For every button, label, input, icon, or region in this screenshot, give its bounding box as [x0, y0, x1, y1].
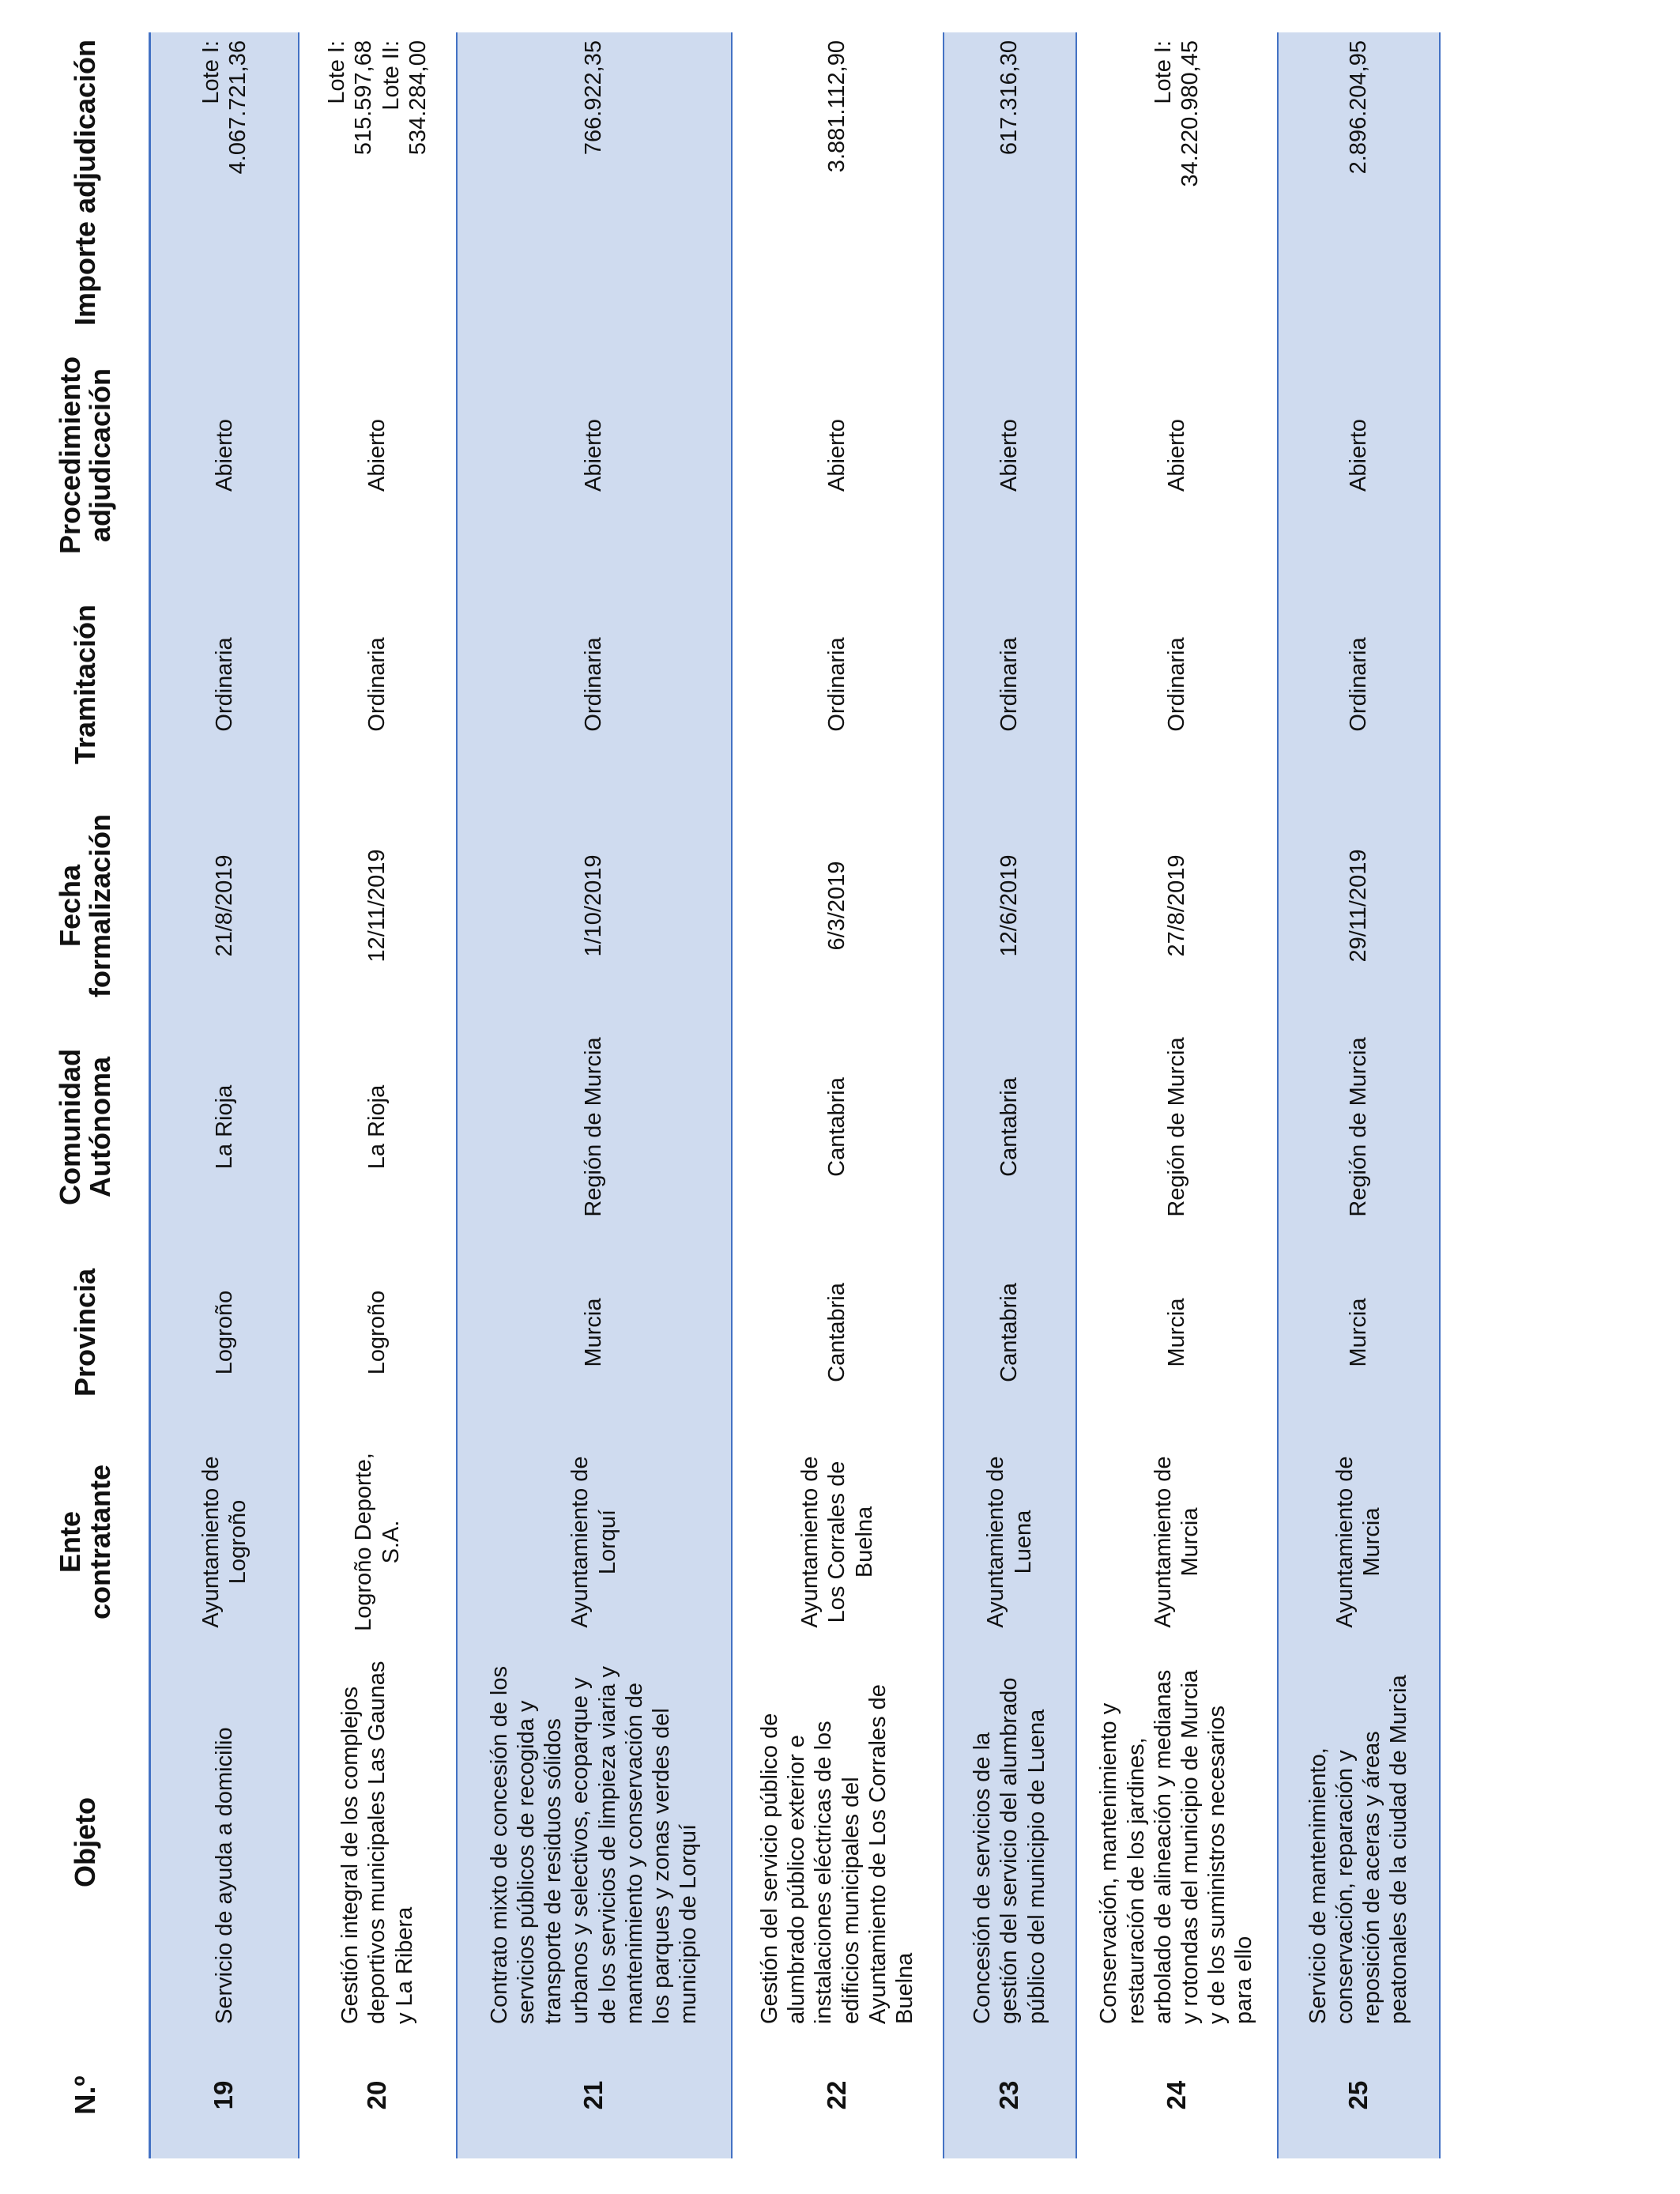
cell-comunidad: La Rioja [150, 1020, 299, 1234]
cell-comunidad: Región de Murcia [457, 1020, 732, 1234]
header-objeto: Objeto [22, 1653, 150, 2032]
cell-ente: Ayuntamiento de Murcia [1278, 1431, 1440, 1653]
cell-importe [150, 32, 299, 333]
importe-line: 4.067.721,36 [224, 40, 250, 175]
cell-ente: Ayuntamiento de Los Corrales de Buelna [732, 1431, 944, 1653]
cell-num: 22 [732, 2032, 944, 2158]
cell-comunidad: Región de Murcia [1278, 1020, 1440, 1234]
table-row [457, 32, 732, 2158]
header-fecha: Fecha formalización [22, 791, 150, 1020]
cell-ente: Ayuntamiento de Murcia [1076, 1431, 1278, 1653]
cell-comunidad: Región de Murcia [1076, 1020, 1278, 1234]
cell-fecha: 27/8/2019 [1076, 791, 1278, 1020]
cell-num: 23 [944, 2032, 1076, 2158]
table-row [944, 32, 1076, 2158]
importe-line: 617.316,30 [996, 40, 1023, 156]
header-importe: Importe adjudicación [22, 32, 150, 333]
cell-importe [457, 32, 732, 333]
importe-line: Lote I: [198, 40, 224, 104]
header-row [22, 32, 150, 2158]
cell-fecha: 12/11/2019 [299, 791, 457, 1020]
importe-line: 515.597,68 [351, 40, 377, 156]
table-row [150, 32, 299, 2158]
cell-fecha: 29/11/2019 [1278, 791, 1440, 1020]
importe-line: 534.284,00 [405, 40, 431, 156]
header-num: N.º [22, 2032, 150, 2158]
cell-ente: Ayuntamiento de Luena [944, 1431, 1076, 1653]
cell-num: 24 [1076, 2032, 1278, 2158]
cell-provincia: Murcia [1076, 1234, 1278, 1431]
table-row [299, 32, 457, 2158]
cell-objeto: Conservación, mantenimiento y restauración de los jardines, arbolado de alineación y medianas y rotondas del municipio de Murcia y de los suministros necesarios para ello [1076, 1653, 1278, 2032]
cell-importe [299, 32, 457, 333]
cell-objeto: Gestión del servicio público de alumbrado público exterior e instalaciones eléctricas de los edificios municipales del Ayuntamiento de Los Corrales de Buelna [732, 1653, 944, 2032]
cell-num: 21 [457, 2032, 732, 2158]
table-body [150, 32, 1440, 2158]
cell-objeto: Gestión integral de los complejos deportivos municipales Las Gaunas y La Ribera [299, 1653, 457, 2032]
cell-ente: Ayuntamiento de Logroño [150, 1431, 299, 1653]
table-row [1076, 32, 1278, 2158]
cell-procedimiento: Abierto [150, 333, 299, 578]
importe-line: 3.881.112,90 [824, 40, 850, 173]
importe-line: Lote II: [378, 40, 404, 111]
cell-tramitacion: Ordinaria [1278, 578, 1440, 791]
cell-comunidad: Cantabria [944, 1020, 1076, 1234]
header-ente: Ente contratante [22, 1431, 150, 1653]
cell-objeto: Servicio de ayuda a domicilio [150, 1653, 299, 2032]
cell-objeto: Contrato mixto de concesión de los servicios públicos de recogida y transporte de residuos sólidos urbanos y selectivos, ecoparque y de los servicios de limpieza viaria y mantenimiento y conservación de los parques y zonas verdes del municipio de Lorquí [457, 1653, 732, 2032]
cell-procedimiento: Abierto [1278, 333, 1440, 578]
cell-procedimiento: Abierto [457, 333, 732, 578]
cell-tramitacion: Ordinaria [457, 578, 732, 791]
header-tramitacion: Tramitación [22, 578, 150, 791]
cell-fecha: 12/6/2019 [944, 791, 1076, 1020]
cell-ente: Logroño Deporte, S.A. [299, 1431, 457, 1653]
importe-line: 34.220.980,45 [1177, 40, 1203, 187]
cell-procedimiento: Abierto [1076, 333, 1278, 578]
cell-num: 20 [299, 2032, 457, 2158]
importe-line: Lote I: [324, 40, 350, 104]
cell-tramitacion: Ordinaria [944, 578, 1076, 791]
cell-num: 19 [150, 2032, 299, 2158]
cell-provincia: Logroño [150, 1234, 299, 1431]
cell-provincia: Logroño [299, 1234, 457, 1431]
contracts-table [22, 32, 1441, 2158]
cell-provincia: Murcia [1278, 1234, 1440, 1431]
cell-objeto: Concesión de servicios de la gestión del servicio del alumbrado público del municipio de Luena [944, 1653, 1076, 2032]
cell-provincia: Cantabria [732, 1234, 944, 1431]
importe-line: 766.922,35 [581, 40, 607, 156]
cell-comunidad: La Rioja [299, 1020, 457, 1234]
cell-comunidad: Cantabria [732, 1020, 944, 1234]
cell-provincia: Murcia [457, 1234, 732, 1431]
cell-procedimiento: Abierto [732, 333, 944, 578]
header-provincia: Provincia [22, 1234, 150, 1431]
cell-procedimiento: Abierto [299, 333, 457, 578]
cell-num: 25 [1278, 2032, 1440, 2158]
cell-importe [1076, 32, 1278, 333]
cell-fecha: 1/10/2019 [457, 791, 732, 1020]
cell-procedimiento: Abierto [944, 333, 1076, 578]
cell-objeto: Servicio de mantenimiento, conservación, reparación y reposición de aceras y áreas peatonales de la ciudad de Murcia [1278, 1653, 1440, 2032]
table-row [732, 32, 944, 2158]
importe-line: 2.896.204,95 [1345, 40, 1371, 175]
cell-importe [944, 32, 1076, 333]
cell-tramitacion: Ordinaria [299, 578, 457, 791]
cell-fecha: 6/3/2019 [732, 791, 944, 1020]
cell-tramitacion: Ordinaria [732, 578, 944, 791]
cell-importe [732, 32, 944, 333]
cell-tramitacion: Ordinaria [1076, 578, 1278, 791]
importe-line: Lote I: [1150, 40, 1176, 104]
cell-tramitacion: Ordinaria [150, 578, 299, 791]
header-comunidad: Comunidad Autónoma [22, 1020, 150, 1234]
cell-ente: Ayuntamiento de Lorquí [457, 1431, 732, 1653]
table-row [1278, 32, 1440, 2158]
cell-fecha: 21/8/2019 [150, 791, 299, 1020]
cell-importe [1278, 32, 1440, 333]
cell-provincia: Cantabria [944, 1234, 1076, 1431]
header-procedimiento: Procedimiento adjudicación [22, 333, 150, 578]
